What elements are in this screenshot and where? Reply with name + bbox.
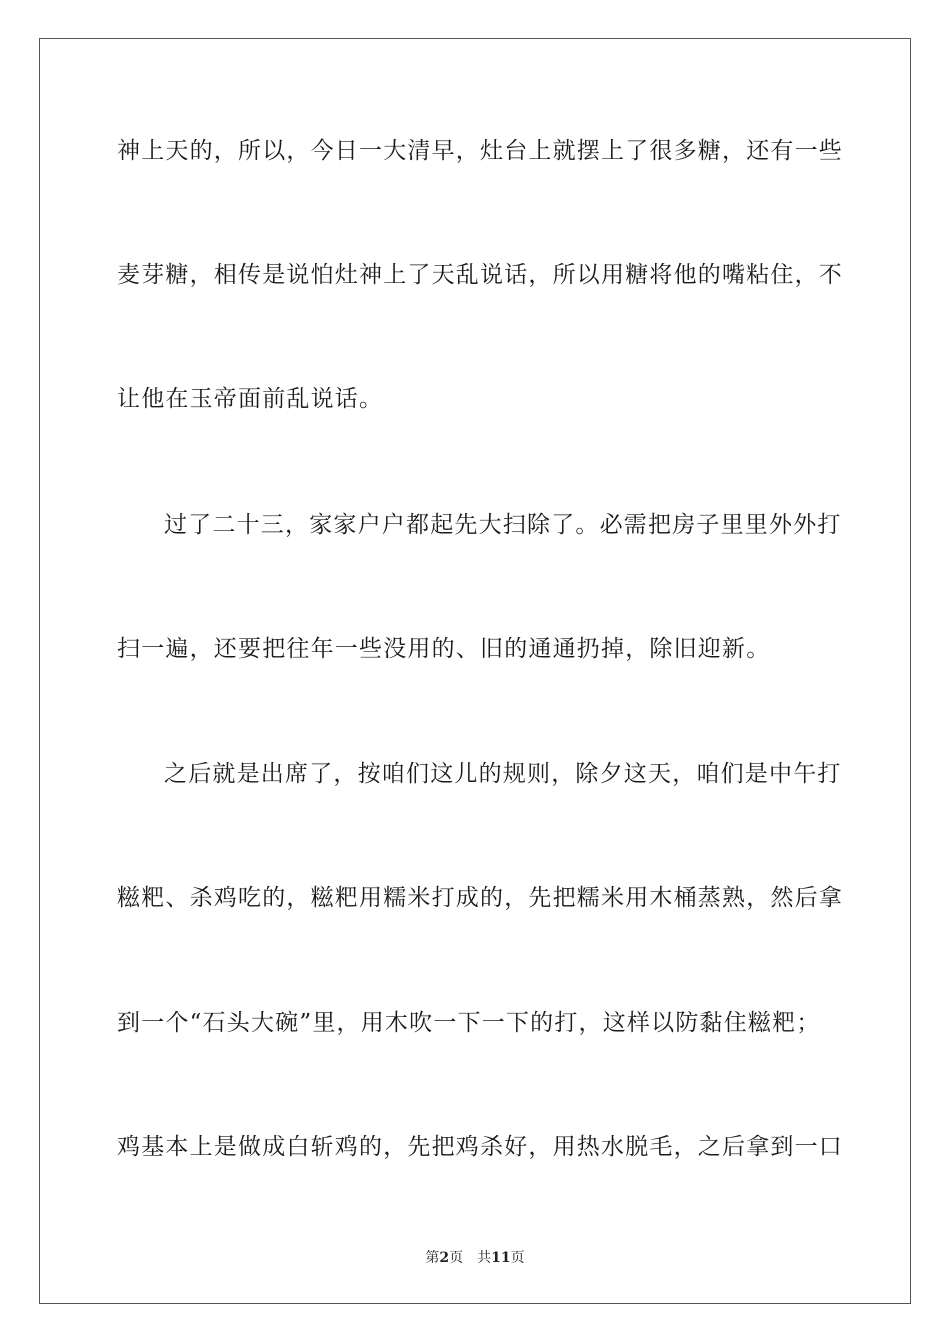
page-label-suffix: 页 xyxy=(449,1250,464,1266)
text-line-1: 神上天的，所以，今日一大清早，灶台上就摆上了很多糖，还有一些 xyxy=(117,138,843,164)
text-line-8: 到一个“石头大碗”里，用木吹一下一下的打，这样以防黏住糍粑； xyxy=(117,1010,821,1036)
text-line-4: 过了二十三，家家户户都起先大扫除了。必需把房子里里外外打 xyxy=(164,512,842,538)
total-pages: 11 xyxy=(491,1250,511,1266)
text-line-3: 让他在玉帝面前乱说话。 xyxy=(117,386,384,412)
page-border xyxy=(39,38,911,1304)
total-label-suffix: 页 xyxy=(510,1250,525,1266)
text-line-6: 之后就是出席了，按咱们这儿的规则，除夕这天，咱们是中午打 xyxy=(164,761,842,787)
text-line-9: 鸡基本上是做成白斩鸡的，先把鸡杀好，用热水脱毛，之后拿到一口 xyxy=(117,1134,843,1160)
text-line-2: 麦芽糖，相传是说怕灶神上了天乱说话，所以用糖将他的嘴粘住，不 xyxy=(117,262,843,288)
page-footer xyxy=(0,1249,950,1267)
page-label-prefix: 第 xyxy=(425,1250,440,1266)
page-number: 2 xyxy=(439,1250,450,1266)
total-label-prefix: 共 xyxy=(477,1250,492,1266)
text-line-7: 糍粑、杀鸡吃的，糍粑用糯米打成的，先把糯米用木桶蒸熟，然后拿 xyxy=(117,885,843,911)
text-line-5: 扫一遍，还要把往年一些没用的、旧的通通扔掉，除旧迎新。 xyxy=(117,636,771,662)
